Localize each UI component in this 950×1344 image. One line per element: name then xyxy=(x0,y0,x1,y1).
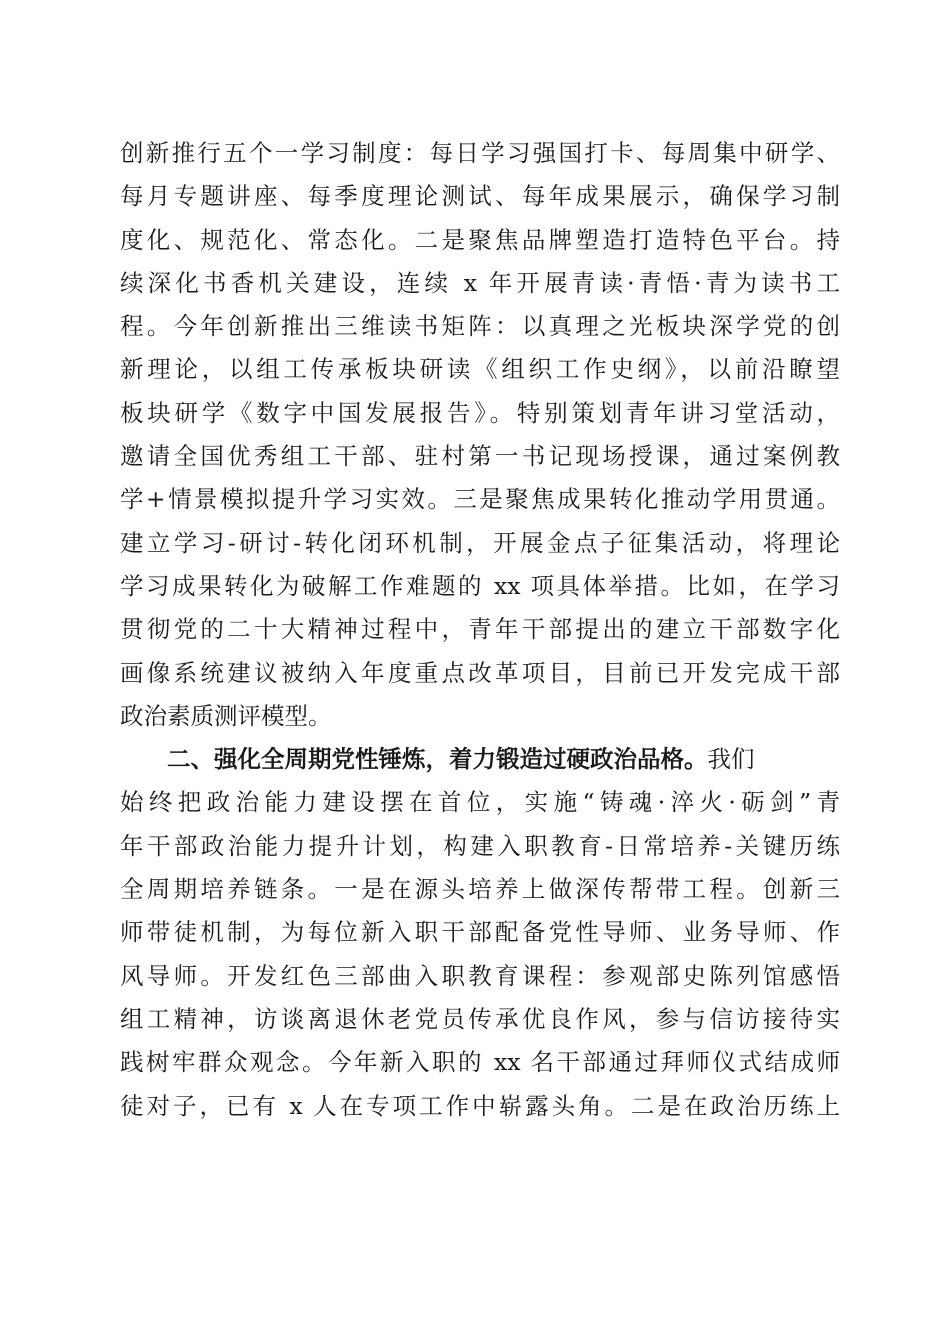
text-line: 践树牢群众观念。今年新入职的 xx 名干部通过拜师仪式结成师 xyxy=(120,1048,840,1077)
text-line: 板块研学《数字中国发展报告》。特别策划青年讲习堂活动， xyxy=(120,398,840,427)
text-line: 风导师。开发红色三部曲入职教育课程：参观部史陈列馆感悟 xyxy=(120,961,840,990)
text-line: 建立学习-研讨-转化闭环机制，开展金点子征集活动，将理论 xyxy=(120,528,840,557)
paragraph-study-system xyxy=(120,132,840,738)
text-line: 徒对子，已有 x 人在专项工作中崭露头角。二是在政治历练上 xyxy=(120,1091,840,1120)
paragraph-party-training xyxy=(120,738,840,1128)
section-heading: 二、强化全周期党性锤炼，着力锻造过硬政治品格。 xyxy=(167,745,708,774)
section-heading-line xyxy=(120,738,840,781)
heading-line-rest: 我们 xyxy=(707,745,755,774)
text-line: 师带徒机制，为每位新入职干部配备党性导师、业务导师、作 xyxy=(120,918,840,947)
text-line: 学习成果转化为破解工作难题的 xx 项具体举措。比如，在学习 xyxy=(120,571,840,600)
text-line: 全周期培养链条。一是在源头培养上做深传帮带工程。创新三 xyxy=(120,875,840,904)
text-line: 贯彻党的二十大精神过程中，青年干部提出的建立干部数字化 xyxy=(120,615,840,644)
text-line: 每月专题讲座、每季度理论测试、每年成果展示，确保学习制 xyxy=(120,182,840,211)
text-line: 始终把政治能力建设摆在首位，实施“铸魂·淬火·砺剑”青 xyxy=(120,788,840,817)
text-line: 政治素质测评模型。 xyxy=(120,701,332,730)
text-line: 年干部政治能力提升计划，构建入职教育-日常培养-关键历练 xyxy=(120,831,840,860)
text-line: 程。今年创新推出三维读书矩阵：以真理之光板块深学党的创 xyxy=(120,312,840,341)
text-line: 组工精神，访谈离退休老党员传承优良作风，参与信访接待实 xyxy=(120,1004,840,1033)
document-body xyxy=(120,132,840,1128)
text-line: 度化、规范化、常态化。二是聚焦品牌塑造打造特色平台。持 xyxy=(120,225,840,254)
text-line: 续深化书香机关建设，连续 x 年开展青读·青悟·青为读书工 xyxy=(120,268,840,297)
text-line: 学+情景模拟提升学习实效。三是聚焦成果转化推动学用贯通。 xyxy=(120,485,840,514)
text-line: 邀请全国优秀组工干部、驻村第一书记现场授课，通过案例教 xyxy=(120,442,840,471)
text-line: 画像系统建议被纳入年度重点改革项目，目前已开发完成干部 xyxy=(120,658,840,687)
text-line: 创新推行五个一学习制度：每日学习强国打卡、每周集中研学、 xyxy=(120,139,840,167)
text-line: 新理论，以组工传承板块研读《组织工作史纲》，以前沿瞭望 xyxy=(120,355,840,384)
